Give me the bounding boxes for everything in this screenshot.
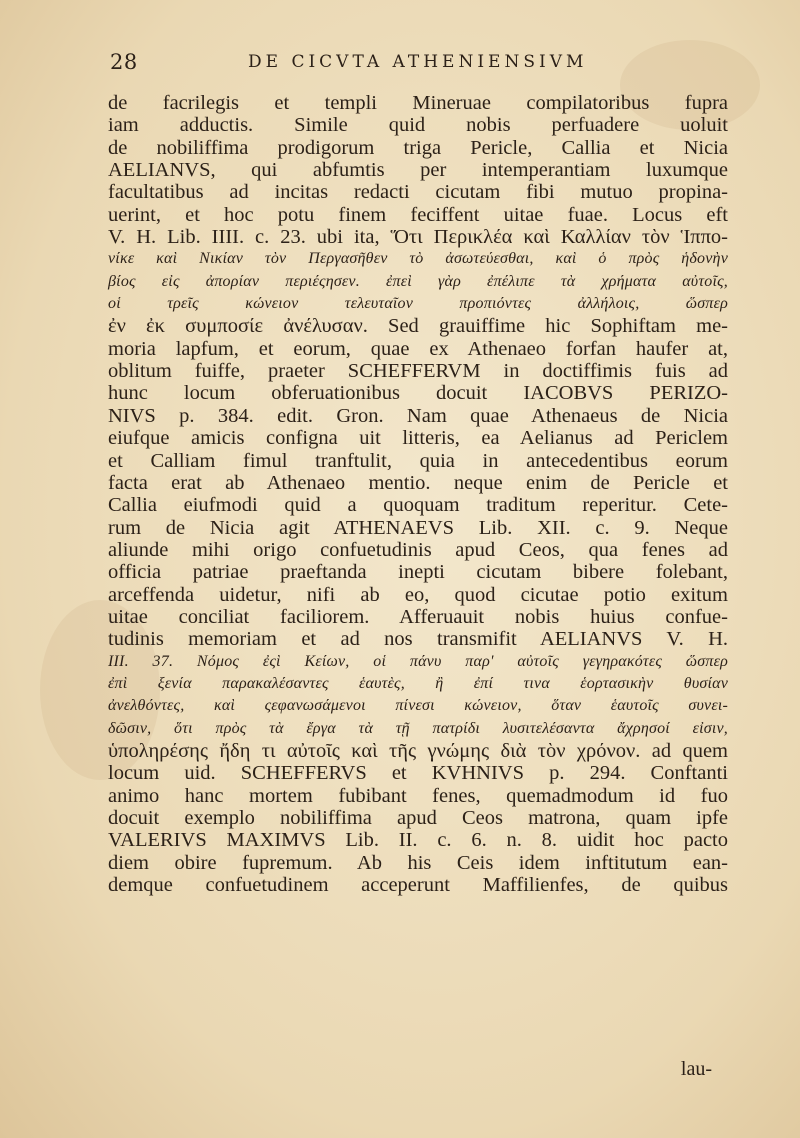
text-line: docuit exemplo nobiliffima apud Ceos matrona, quam ipfe [108, 807, 728, 829]
text-line: uerint, et hoc potu finem feciffent uitae fuae. Locus eft [108, 203, 728, 226]
text-line: βίος εἰς ἀπορίαν περιέςησεν. ἐπεὶ γὰρ ἐπέλιπε τὰ χρήματα αὐτοῖς, [108, 272, 728, 290]
catchword: lau- [680, 1058, 712, 1080]
text-line: et Calliam fimul tranftulit, quia in antecedentibus eorum [108, 449, 728, 472]
text-line: V. H. Lib. IIII. c. 23. ubi ita, Ὅτι Περικλέα καὶ Καλλίαν τὸν Ἱππο- [108, 226, 728, 249]
text-line: animo hanc mortem fubibant fenes, quemadmodum id fuo [108, 784, 728, 807]
body-text [108, 92, 728, 896]
text-line: οἱ τρεῖς κώνειον τελευταῖον προπιόντες ἀλλήλοις, ὥσπερ [108, 295, 728, 313]
text-line: III. 37. Νόμος ἐςὶ Κείων, οἱ πάνυ παρ' αὐτοῖς γεγηρακότες ὥσπερ [108, 652, 728, 670]
text-line: hunc locum obferuationibus docuit IACOBVS PERIZO- [108, 382, 728, 405]
text-line: NIVS p. 384. edit. Gron. Nam quae Athenaeus de Nicia [108, 404, 728, 427]
page-number: 28 [110, 50, 138, 74]
text-line: Callia eiufmodi quid a quoquam traditum reperitur. Cete- [108, 494, 728, 517]
text-line: de nobiliffima prodigorum triga Pericle, Callia et Nicia [108, 136, 728, 159]
text-line: AELIANVS, qui abfumtis per intemperantiam luxumque [108, 159, 728, 182]
text-line: ὑποληρέσης ἤδη τι αὐτοῖς καὶ τῆς γνώμης διὰ τὸν χρόνον. ad quem [108, 739, 728, 762]
text-line: diem obire fupremum. Ab his Ceis idem inftitutum ean- [108, 851, 728, 874]
text-line: ἐπὶ ξενία παρακαλέσαντες ἑαυτὲς, ἢ ἐπί τινα ἑορτασικὴν θυσίαν [108, 674, 728, 692]
text-line: eiufque amicis configna uit litteris, ea Aelianus ad Periclem [108, 427, 728, 450]
text-line: uitae conciliat faciliorem. Afferuauit nobis huius confue- [108, 605, 728, 628]
text-line: VALERIVS MAXIMVS Lib. II. c. 6. n. 8. uidit hoc pacto [108, 829, 728, 852]
text-line: oblitum fuiffe, praeter SCHEFFERVM in doctiffimis fuis ad [108, 360, 728, 383]
text-line: officia patriae praeftanda inepti cicutam bibere folebant, [108, 561, 728, 584]
text-line: ἀνελθόντες, καὶ ςεφανωσάμενοι πίνεσι κώνειον, ὅταν ἑαυτοῖς συνει- [108, 697, 728, 715]
text-line: rum de Nicia agit ATHENAEVS Lib. XII. c. 9. Neque [108, 516, 728, 539]
text-line: facultatibus ad incitas redacti cicutam fibi mutuo propina- [108, 181, 728, 204]
text-line: moria lapfum, et eorum, quae ex Athenaeo forfan haufer at, [108, 337, 728, 360]
page-header [0, 46, 800, 86]
text-line: tudinis memoriam et ad nos transmifit AELIANVS V. H. [108, 628, 728, 651]
text-line: δῶσιν, ὅτι πρὸς τὰ ἔργα τὰ τῇ πατρίδι λυσιτελέσαντα ἄχρησοί εἰσιν, [108, 719, 728, 737]
text-line: de facrilegis et templi Mineruae compilatoribus fupra [108, 92, 728, 114]
text-line: facta erat ab Athenaeo mentio. neque enim de Pericle et [108, 471, 728, 494]
text-line: arceffenda uidetur, nifi ab eo, quod cicutae potio exitum [108, 583, 728, 606]
text-line: demque confuetudinem acceperunt Maffilienfes, de quibus [108, 874, 728, 897]
running-head: DE CICVTA ATHENIENSIVM [248, 52, 588, 72]
text-line: iam adductis. Simile quid nobis perfuadere uoluit [108, 114, 728, 137]
text-line: aliunde mihi origo confuetudinis apud Ceos, qua fenes ad [108, 538, 728, 561]
text-line: νίκε καὶ Νικίαν τὸν Περγασῆθεν τὸ ἀσωτεύεσθαι, καὶ ὁ πρὸς ἡδονὴν [108, 250, 728, 268]
text-line: locum uid. SCHEFFERVS et KVHNIVS p. 294. Conftanti [108, 762, 728, 785]
text-line: ἐν ἐκ συμποσίε ἀνέλυσαν. Sed grauiffime hic Sophiftam me- [108, 315, 728, 338]
